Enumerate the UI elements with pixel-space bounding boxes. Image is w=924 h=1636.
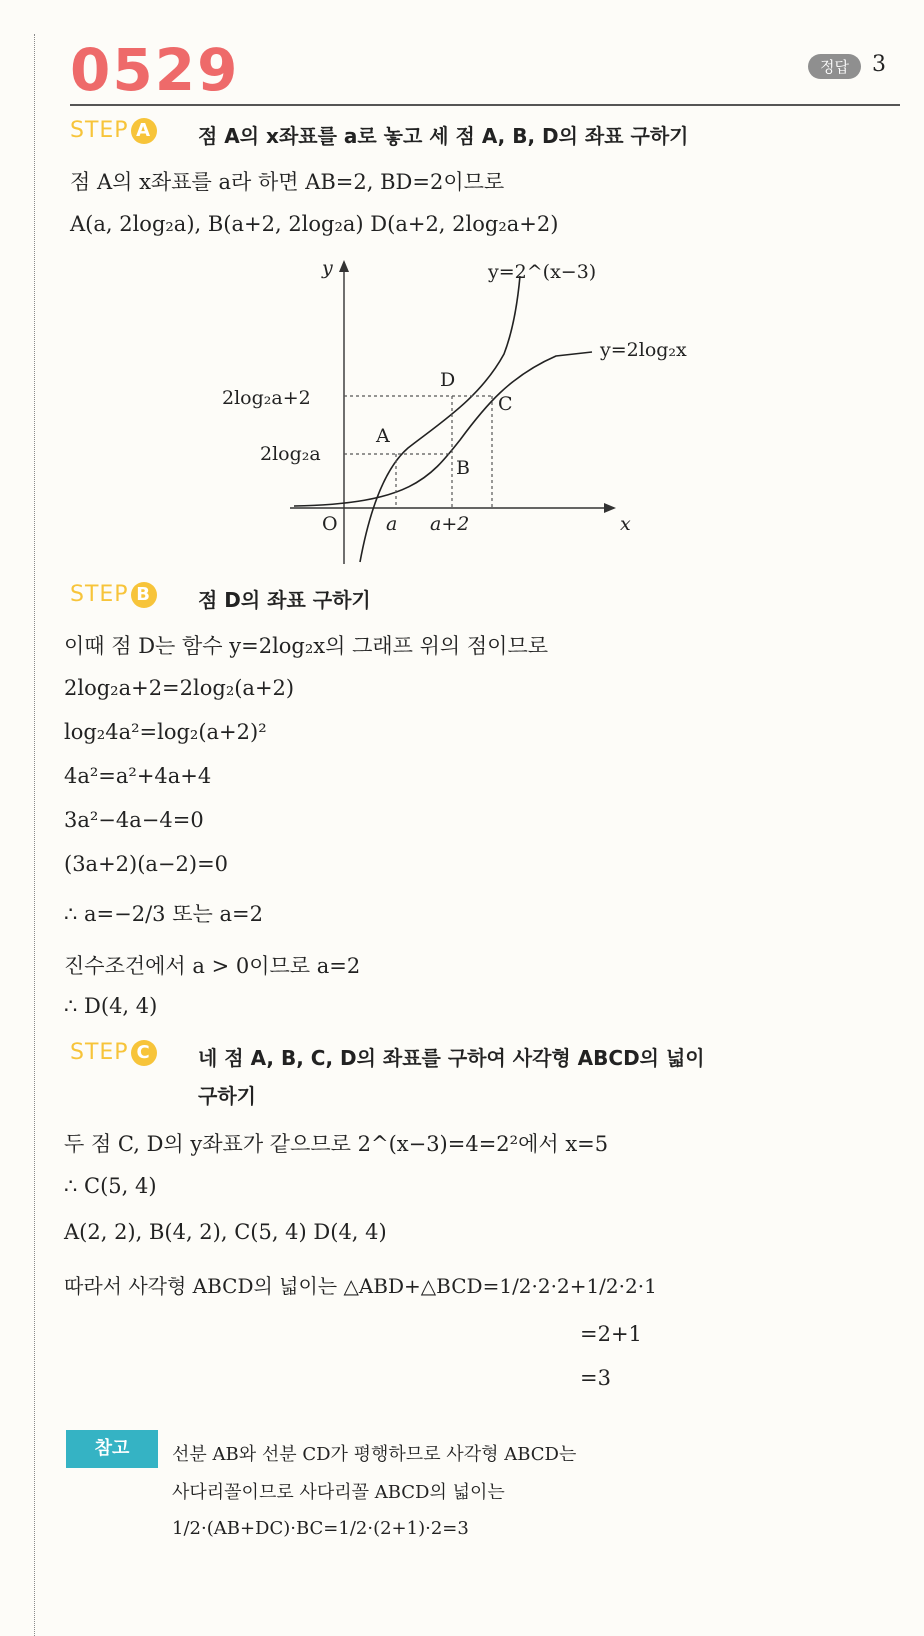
step-b-line-7: ∴ a=−2/3 또는 a=2 xyxy=(64,902,263,926)
step-a-circle: A xyxy=(131,118,157,144)
note-line-1: 선분 AB와 선분 CD가 평행하므로 사각형 ABCD는 xyxy=(172,1444,577,1465)
step-b-line-1: 이때 점 D는 함수 y=2log₂x의 그래프 위의 점이므로 xyxy=(64,634,549,658)
answer-badge: 정답 xyxy=(808,54,861,79)
step-b-label: STEP B xyxy=(70,582,157,608)
note-line-2: 사다리꼴이므로 사다리꼴 ABCD의 넓이는 xyxy=(172,1482,505,1503)
step-c-line-5: =2+1 xyxy=(580,1322,642,1346)
ytick-top: 2log₂a+2 xyxy=(222,387,311,409)
xtick-a-plus-2: a+2 xyxy=(430,513,470,535)
step-b-line-3: log₂4a²=log₂(a+2)² xyxy=(64,720,267,744)
step-a-line-2: A(a, 2log₂a), B(a+2, 2log₂a) D(a+2, 2log₂a+2) xyxy=(70,212,559,236)
point-A: A xyxy=(376,425,390,447)
step-c-line-4: 따라서 사각형 ABCD의 넓이는 △ABD+△BCD=1/2·2·2+1/2·2·1 xyxy=(64,1274,657,1298)
note-badge: 참고 xyxy=(66,1430,158,1468)
point-D: D xyxy=(440,369,456,391)
step-b-line-8: 진수조건에서 a > 0이므로 a=2 xyxy=(64,954,361,978)
step-c-circle: C xyxy=(131,1040,157,1066)
step-c-line-3: A(2, 2), B(4, 2), C(5, 4) D(4, 4) xyxy=(64,1220,387,1244)
step-b-line-6: (3a+2)(a−2)=0 xyxy=(64,852,229,876)
point-C: C xyxy=(498,393,513,415)
step-a-line-1: 점 A의 x좌표를 a라 하면 AB=2, BD=2이므로 xyxy=(70,170,505,194)
curve2-label: y=2log₂x xyxy=(600,339,687,361)
answer-value: 3 xyxy=(872,52,886,77)
step-c-label: STEP C xyxy=(70,1040,157,1066)
note-line-3: 1/2·(AB+DC)·BC=1/2·(2+1)·2=3 xyxy=(172,1518,469,1539)
step-b-line-4: 4a²=a²+4a+4 xyxy=(64,764,212,788)
step-c-line-6: =3 xyxy=(580,1366,611,1390)
function-graph xyxy=(220,258,740,578)
y-axis-arrow xyxy=(339,260,349,272)
step-c-line-2: ∴ C(5, 4) xyxy=(64,1174,157,1198)
point-B: B xyxy=(456,457,470,479)
curve1-label: y=2^(x−3) xyxy=(488,261,597,283)
step-a-label: STEP A xyxy=(70,118,157,144)
step-b-line-2: 2log₂a+2=2log₂(a+2) xyxy=(64,676,295,700)
y-axis-label: y xyxy=(322,258,333,279)
ytick-bottom: 2log₂a xyxy=(260,443,321,465)
guide-lines xyxy=(344,396,492,508)
step-b-line-9: ∴ D(4, 4) xyxy=(64,994,158,1018)
origin-label: O xyxy=(322,513,338,535)
step-a-title: 점 A의 x좌표를 a로 놓고 세 점 A, B, D의 좌표 구하기 xyxy=(198,124,689,148)
step-b-circle: B xyxy=(131,582,157,608)
page-border xyxy=(34,34,35,1636)
step-c-line-1: 두 점 C, D의 y좌표가 같으므로 2^(x−3)=4=2²에서 x=5 xyxy=(64,1132,609,1156)
problem-number: 0529 xyxy=(70,36,240,104)
step-b-line-5: 3a²−4a−4=0 xyxy=(64,808,204,832)
step-c-title-line-2: 구하기 xyxy=(198,1084,256,1108)
x-axis-label: x xyxy=(620,513,631,535)
step-c-title-line-1: 네 점 A, B, C, D의 좌표를 구하여 사각형 ABCD의 넓이 xyxy=(198,1046,705,1070)
header-divider xyxy=(70,104,900,106)
xtick-a: a xyxy=(386,513,398,535)
step-b-title: 점 D의 좌표 구하기 xyxy=(198,588,371,612)
x-axis-arrow xyxy=(604,503,616,513)
